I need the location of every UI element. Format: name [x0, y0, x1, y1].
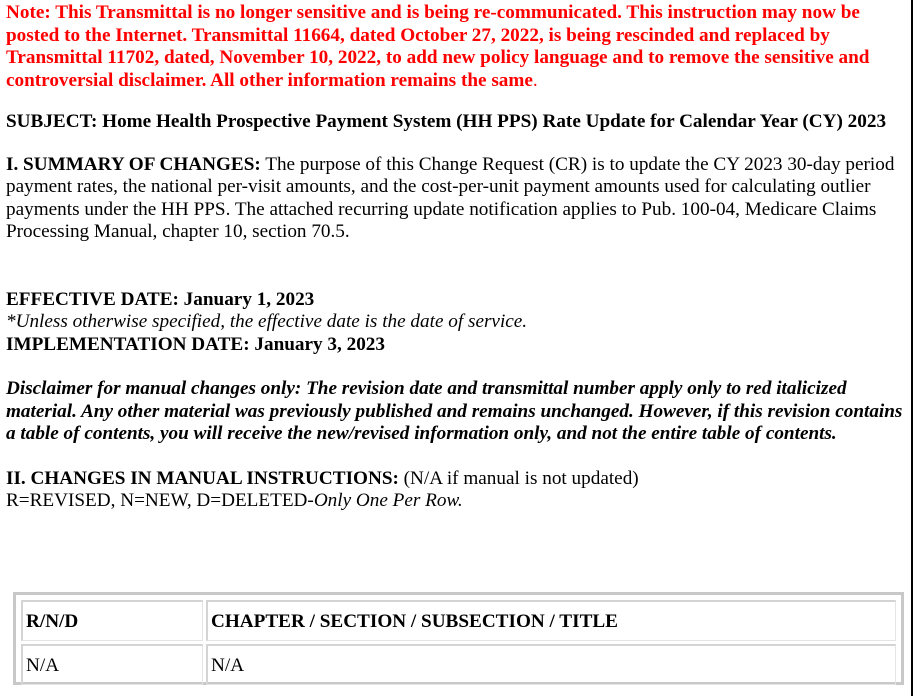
manual-instructions-section — [6, 468, 906, 513]
effective-date-footnote: *Unless otherwise specified, the effective date is the date of service. — [6, 311, 528, 332]
rescission-note — [6, 2, 906, 92]
table-cell: N/A — [21, 644, 203, 685]
header-chapter-section: CHAPTER / SECTION / SUBSECTION / TITLE — [211, 611, 618, 632]
subject-line — [6, 111, 906, 134]
header-rnd: R/N/D — [26, 611, 79, 632]
table-cell: N/A — [206, 644, 896, 685]
manual-changes-table — [13, 592, 904, 685]
summary-of-changes — [6, 154, 906, 244]
table-header-row — [21, 600, 896, 641]
rescission-note-text: Note: This Transmittal is no longer sensitive and is being re-communicated. This instruction may now be posted to the Internet. Transmittal 11664, dated October 27, 2022, is being rescinded and replaced by Transmittal 11702, dated, November 10, 2022, to add new policy language and to remove the sensitive and controversial disclaimer. All other information remains the same — [6, 2, 870, 91]
subject-label: SUBJECT: — [6, 111, 103, 132]
rnd-legend-italic: Only One Per Row. — [313, 490, 463, 511]
document-body — [6, 2, 906, 513]
summary-label: I. SUMMARY OF CHANGES: — [6, 153, 261, 175]
table-header-cell — [206, 600, 896, 641]
table-header-cell — [21, 600, 203, 641]
manual-instructions-note: (N/A if manual is not updated) — [398, 467, 639, 489]
manual-instructions-label: II. CHANGES IN MANUAL INSTRUCTIONS: — [6, 467, 399, 489]
implementation-date: IMPLEMENTATION DATE: January 3, 2023 — [6, 333, 385, 355]
summary-text: The purpose of this Change Request (CR) is to update the CY 2023 30-day period payment rates, the national per-visit amounts, and the cost-per-unit payment amounts used for calculating outlier payments under the HH PPS. The attached recurring update notification applies to Pub. 100-04, Medicare Claims Processing Manual, chapter 10, section 70.5. — [6, 153, 895, 242]
manual-changes-disclaimer: Disclaimer for manual changes only: The revision date and transmittal number apply only to red italicized material. Any other material was previously published and remains unchanged. However, if this revision contains a table of contents, you will receive the new/revised information only, and not the entire table of contents. — [6, 378, 903, 444]
table-row — [21, 644, 896, 685]
rnd-legend: R=REVISED, N=NEW, D=DELETED- — [6, 490, 314, 511]
effective-date: EFFECTIVE DATE: January 1, 2023 — [6, 288, 315, 310]
subject-text: Home Health Prospective Payment System (HH PPS) Rate Update for Calendar Year (CY) 2023 — [102, 111, 887, 132]
rescission-note-period: . — [532, 69, 538, 91]
dates-block — [6, 289, 906, 357]
